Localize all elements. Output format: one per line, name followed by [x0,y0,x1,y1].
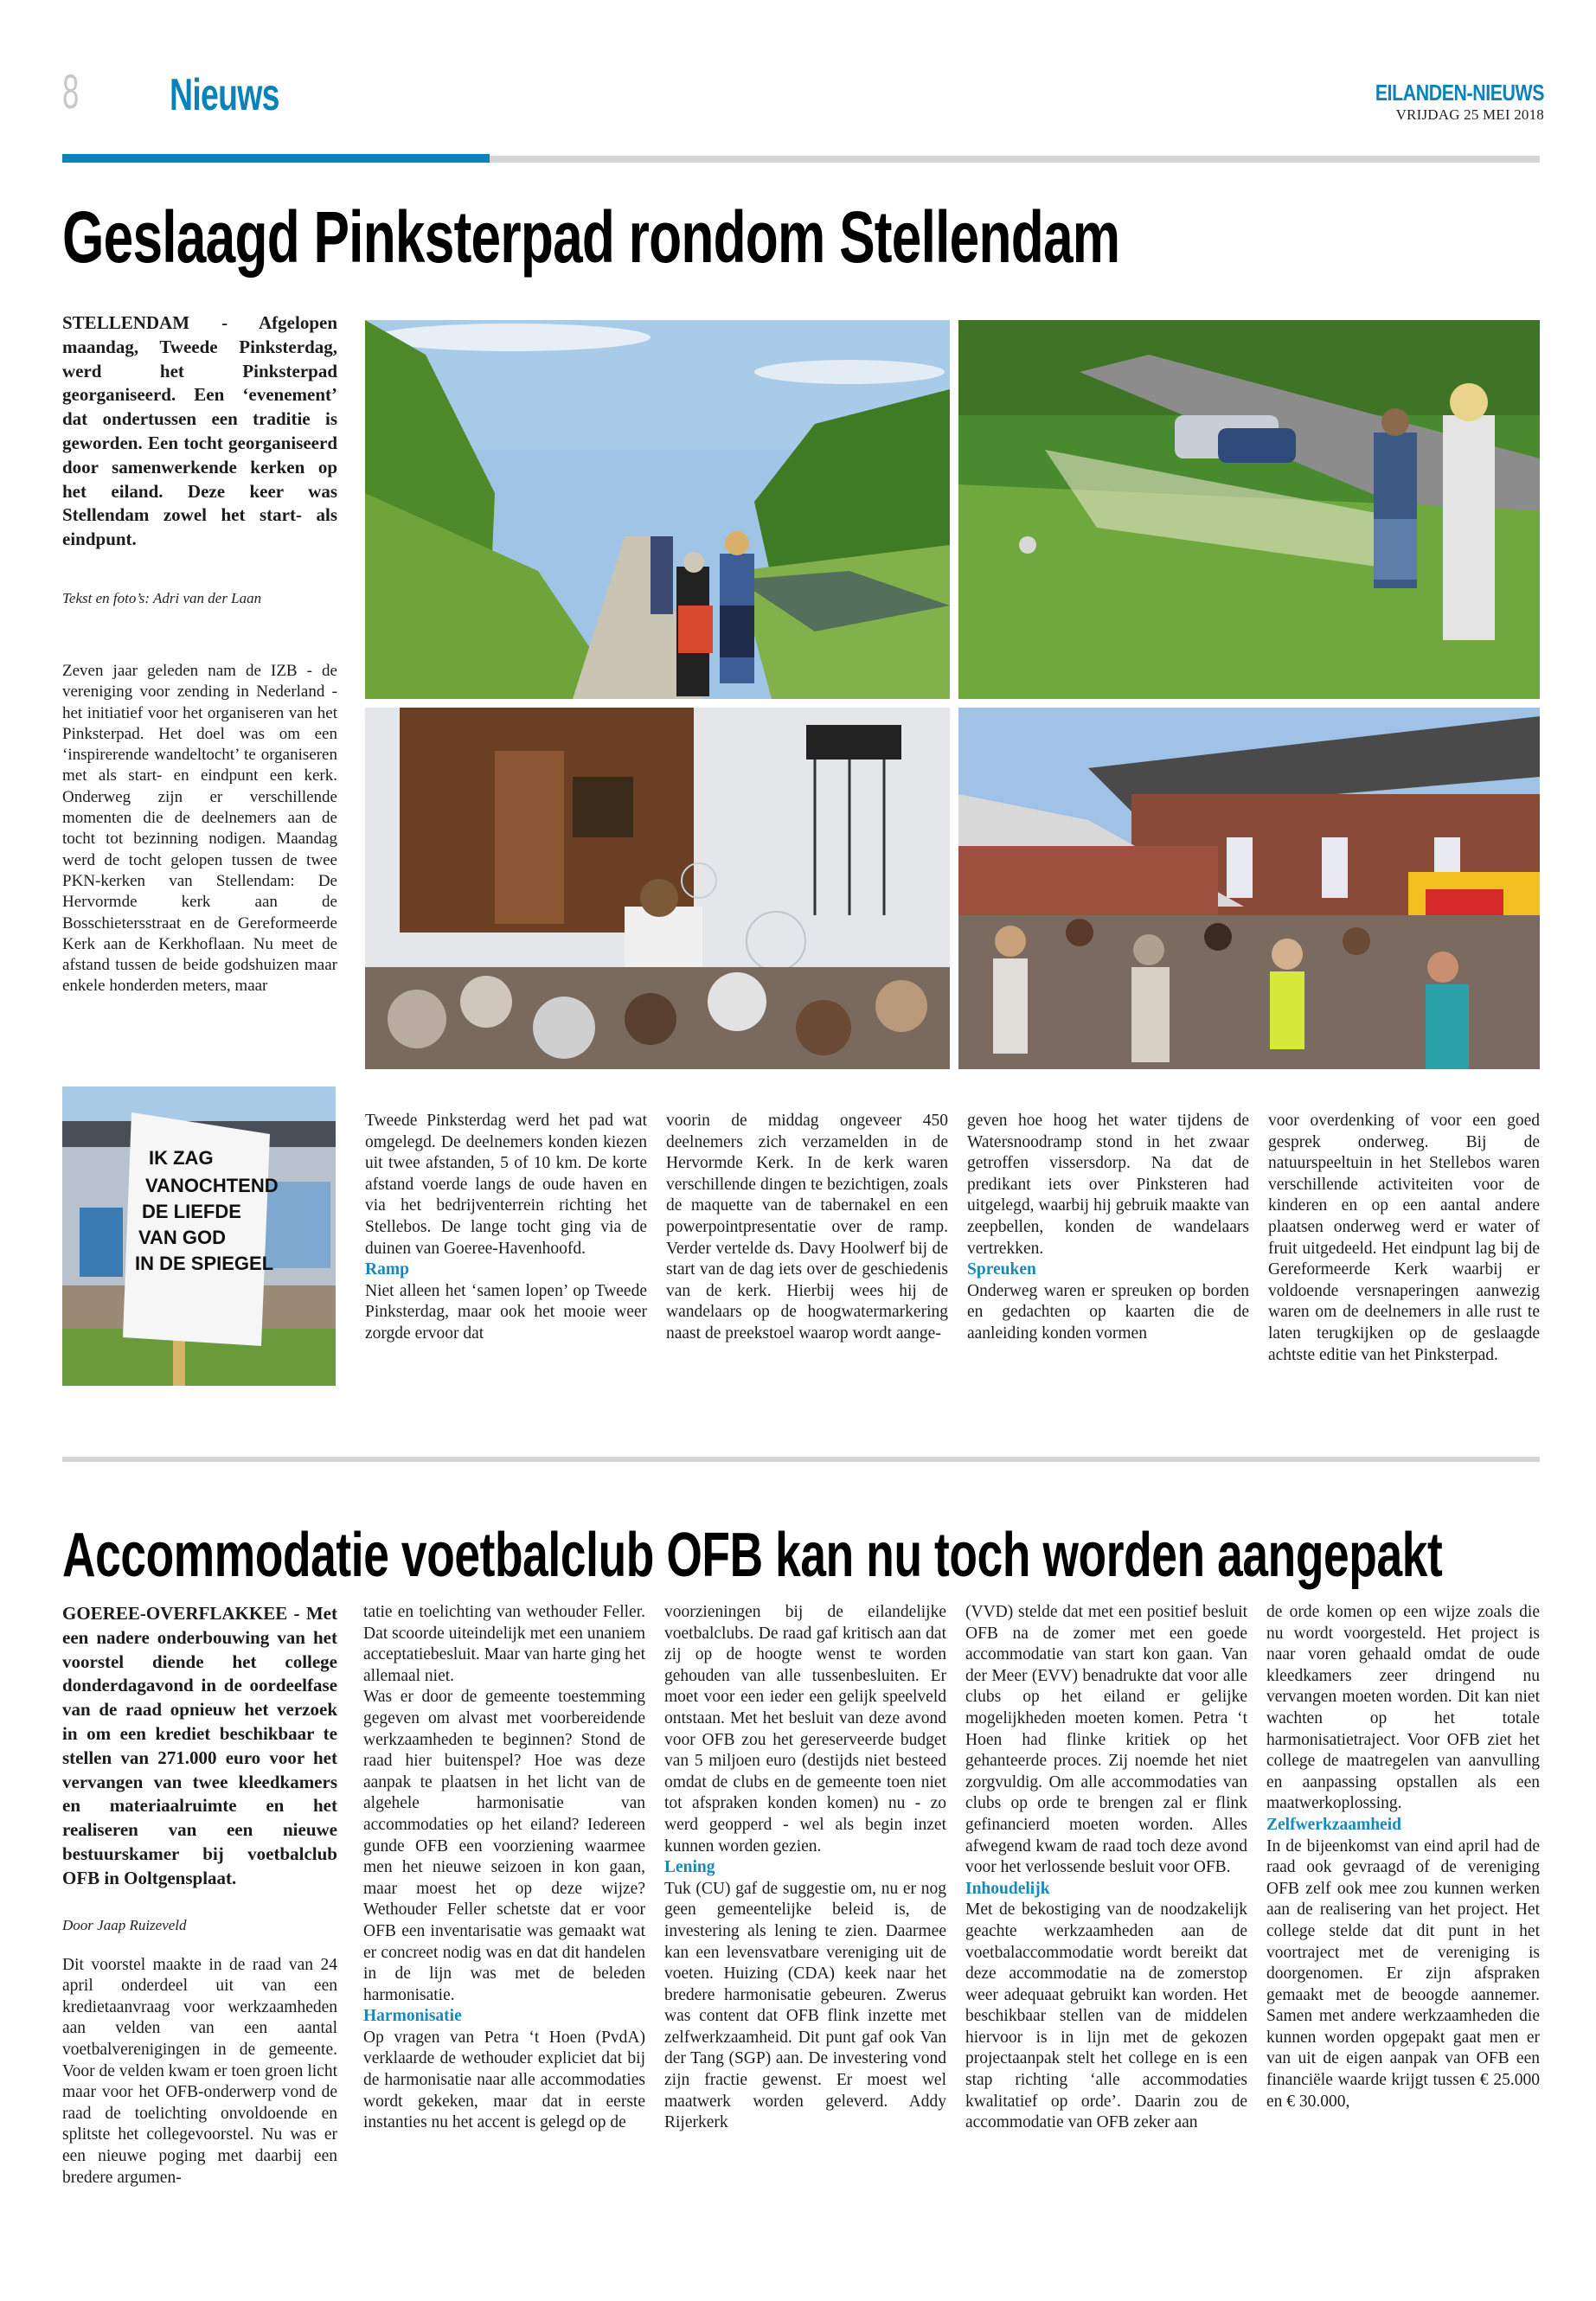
article2-byline: Door Jaap Ruizeveld [62,1916,187,1933]
article2-column-4 [965,1602,1247,2134]
article-divider [62,1457,1540,1462]
article-body-intro: Zeven jaar geleden nam de IZB - de vereniging voor zending in Nederland - het initiatief voor het organiseren van het Pinksterpad. Het doel was om een ‘inspirerende wandeltocht’ te organiseren met als start- en eindpunt een kerk. Onderweg zijn er verschillende momenten die de deelnemers aan de tocht tot bezinning nodigen. Maandag werd de tocht gelopen tussen de twee PKN-kerken van Stellendam: De Hervormde kerk aan de Bosschietersstraat en de Gereformeerde Kerk aan de Kerkhoflaan. Nu meet de afstand tussen de beide godshuizen maar enkele honderden meters, maar [62,661,337,996]
article2-column-2 [363,1602,645,2134]
article2-col1-text: Dit voorstel maakte in de raad van 24 april onderdeel uit van een kredietaanvraag voor werkzaamheden aan velden van een aantal voetbalverenigingen in de gemeente. Voor de velden kwam er toen groen licht maar voor het OFB-onderwerp vond de raad de toelichting onvoldoende en splitste het collegevoorstel. Nu was er een nieuwe poging met daarbij een bredere argumen- [62,1955,337,2187]
subhead-ramp: Ramp [365,1260,409,1279]
subhead-lening: Lening [664,1858,715,1877]
article2-column-5 [1266,1602,1540,2112]
sign-line-2: VANOCHTEND [145,1175,279,1196]
subhead-spreuken: Spreuken [967,1260,1036,1279]
article2-col5b-text: In de bijeenkomst van eind april had de raad ook gevraagd of de vereniging OFB zelf ook mee zou kunnen werken aan de realisering van het project. Het college stelde dat dit punt in het voortraject met de vereniging is doorgenomen. Er zijn afspraken gemaakt met de beoogde aannemer. Samen met andere werkzaamheden die kunnen worden opgepakt gaat men er van uit de eigen aanpak van OFB een financiële waarde krijgt tussen € 25.000 en € 30.000, [1266,1836,1540,2111]
article1-column-4 [1268,1111,1540,1366]
sign-line-1: IK ZAG [149,1147,214,1169]
subhead-harmonisatie: Harmonisatie [363,2007,462,2026]
article2-column-3 [664,1602,946,2134]
photo-walkers-on-dike-path [365,320,950,699]
header-rule [490,156,1540,163]
article1-col1-text: Tweede Pinksterdag werd het pad wat omgelegd. De deelnemers konden kiezen uit twee afstanden, 5 of 10 km. De korte afstand voerde langs de oude haven en via het bedrijventerrein richting het Stellebos. De lange tocht ging via de duinen van Goeree-Havenhoofd. [365,1112,647,1258]
sign-line-5: IN DE SPIEGEL [135,1253,274,1274]
article2-col4-text: (VVD) stelde dat met een positief besluit OFB na de zomer met een goede accommodatie van start kon gaan. Van der Meer (EVV) benadrukte dat voor alle clubs op het eiland er gelijke mogelijkheden moeten komen. Petra ‘t Hoen had flinke kritiek op het gehanteerde proces. Zij noemde het niet zorgvuldig. Om alle accommodaties van clubs op orde te brengen zal er flink gefinancierd moeten worden. Alles afwegend kwam de raad toch deze avond voor het verlossende besluit voor OFB. [965,1603,1247,1877]
article1-col3-text: geven hoe hoog het water tijdens de Watersnoodramp stond in het zwaar getroffen vissersdorp. Na dat de predikant iets over Pinksteren had uitgelegd, waarbij hij gebruik maakte van zeepbellen, konden de wandelaars vertrekken. [967,1112,1249,1258]
article2-col3-text: voorzieningen bij de eilandelijke voetbalclubs. De raad gaf kritisch aan dat zij op de hoogte wenst te worden gehouden van alle tussenbesluiten. Er moet voor een ieder een gelijk speelveld ontstaan. Met het besluit van deze avond voor OFB zou het gereserveerde budget van 5 miljoen euro (destijds niet besteed omdat de clubs en de gemeente toen niet tot afspraken konden komen) nu - zo werd geopperd - wel als begin inzet kunnen worden gezien. [664,1603,946,1856]
article1-column-1 [365,1111,647,1345]
article2-col4b-text: Met de bekostiging van de noodzakelijk geachte werkzaamheden aan de voetbalaccommodatie wordt bereikt dat deze accommodatie na de zomerstop weer adequaat gebruikt kan worden. Het beschikbaar stellen van de middelen hiervoor is in lijn met de gekozen projectaanpak stelt het college en is een stap richting ‘alle accommodaties kwalitatief op orde’. Daarin zou de accommodatie van OFB zeker aan [965,1900,1247,2132]
article2-col2b-text: Was er door de gemeente toestemming gegeven om alvast met voorbereidende werkzaamheden te beginnen? Stond de raad hier buitenspel? Hoe was deze aanpak te plaatsen in het licht van de algehele harmonisatie van accommodaties op het eiland? Iedereen gunde OFB een voorziening waarmee men het nieuwe seizoen in kon gaan, maar moest het op deze wijze? Wethouder Feller schetste dat er voor OFB een inventarisatie was gemaakt wat er concreet nodig was en dat dit handelen in de lijn was met de beleden harmonisatie. [363,1688,645,2004]
article1-col4-text: voor overdenking of voor een goed gesprek onderweg. Bij de natuurspeeltuin in het Stellebos waren verschillende activiteiten voor de kinderen en op een aantal andere plaatsen onderweg werd er water of fruit uitgedeeld. Het eindpunt lag bij de Gereformeerde Kerk waarbij er voldoende versnaperingen aanwezig waren om de deelnemers in alle rust te laten terugkijken op de geslaagde achtste editie van het Pinksterpad. [1268,1112,1540,1364]
article2-lead: GOEREE-OVERFLAKKEE - Met een nadere onderbouwing van het voorstel diende het college donderdagavond in de oordeelfase van de raad opnieuw het verzoek in om een krediet beschikbaar te stellen van 271.000 euro voor het vervangen van twee kleedkamers en materiaalruimte en het realiseren van een nieuwe bestuurskamer bij voetbalclub OFB in Ooltgensplaat. [62,1603,337,1888]
sign-line-4: VAN GOD [138,1227,227,1248]
article-headline: Geslaagd Pinksterpad rondom Stellendam [62,196,1120,278]
masthead-logo: EILANDEN-NIEUWS [1375,80,1544,106]
section-title: Nieuws [170,70,279,120]
article2-col2a-text: tatie en toelichting van wethouder Feller. Dat scoorde uiteindelijk met een unaniem acceptatiebesluit. Maar van harte ging het allemaal niet. [363,1603,645,1685]
article2-col5-text: de orde komen op een wijze zoals die nu wordt voorgesteld. Het project is naar voren gehaald omdat de oude kleedkamers zeer dringend nu vervangen moeten worden. Dit kan niet wachten op het totale harmonisatietraject. Voor OFB ziet het college de maatregelen van aanvulling en aanpassing opstallen als een maatwerkoplossing. [1266,1603,1540,1813]
article-byline: Tekst en foto’s: Adri van der Laan [62,589,262,606]
article-lead: STELLENDAM - Afgelopen maandag, Tweede Pinksterdag, werd het Pinksterpad georganiseerd. Een ‘evenement’ dat ondertussen een traditie is geworden. Een tocht georganiseerd door samenwerkende kerken op het eiland. Deze keer was Stellendam zowel het start- als eindpunt. [62,312,337,550]
article2-headline: Accommodatie voetbalclub OFB kan nu toch worden aangepakt [62,1521,1443,1590]
article2-col3b-text: Tuk (CU) gaf de suggestie om, nu er nog geen gemeentelijke beleid is, de investering als lening te zien. Daarmee kan een levensvatbare vereniging uit de voeten. Huizing (CDA) keek naar het bredere harmonisatie gebeuren. Zwerus was content dat OFB flink inzette met zelfwerkzaamheid. Dit punt gaf ook Van der Tang (SGP) aan. De investering vond zijn fractie gewenst. Er moest wel maatwerk worden geleverd. Addy Rijerkerk [664,1879,946,2132]
article-intro [62,311,337,997]
article1-column-2 [666,1111,948,1345]
article2-column-1 [62,1602,337,2189]
issue-date: VRIJDAG 25 MEI 2018 [1395,106,1544,123]
sign-line-3: DE LIEFDE [142,1201,241,1222]
article1-col2-text: voorin de middag ongeveer 450 deelnemers zich verzamelden in de Hervormde Kerk. In de kerk waren verschillende dingen te bezichtigen, zoals de maquette van de tabernakel en een powerpointpresentatie over de ramp. Verder vertelde ds. Davy Hoolwerf bij de start van de dag iets over de geschiedenis van de kerk. Hierbij wees hij de wandelaars op de hoogwatermarkering naast de preekstoel waarop wordt aange- [666,1112,948,1343]
article1-col3b-text: Onderweg waren er spreuken op borden en gedachten op kaarten die de aanleiding konden vormen [967,1281,1249,1343]
subhead-zelfwerkzaamheid: Zelfwerkzaamheid [1266,1815,1401,1834]
header-rule-accent [62,154,490,163]
page-number: 8 [62,64,80,119]
photo-crowd-at-church-finish [958,708,1540,1069]
article1-column-3 [967,1111,1249,1345]
photo-sign [62,1086,336,1386]
photo-church-soap-bubbles [365,708,950,1069]
article1-col1b-text: Niet alleen het ‘samen lopen’ op Tweede Pinksterdag, maar ook het mooie weer zorgde ervoor dat [365,1281,647,1343]
subhead-inhoudelijk: Inhoudelijk [965,1879,1050,1898]
photo-group-walking-through-grass [958,320,1540,699]
article2-col2c-text: Op vragen van Petra ‘t Hoen (PvdA) verklaarde de wethouder expliciet dat bij de harmonisatie naar alle accommodaties wordt gekeken, maar dat in eerste instanties nu het accent is gelegd op de [363,2028,645,2132]
